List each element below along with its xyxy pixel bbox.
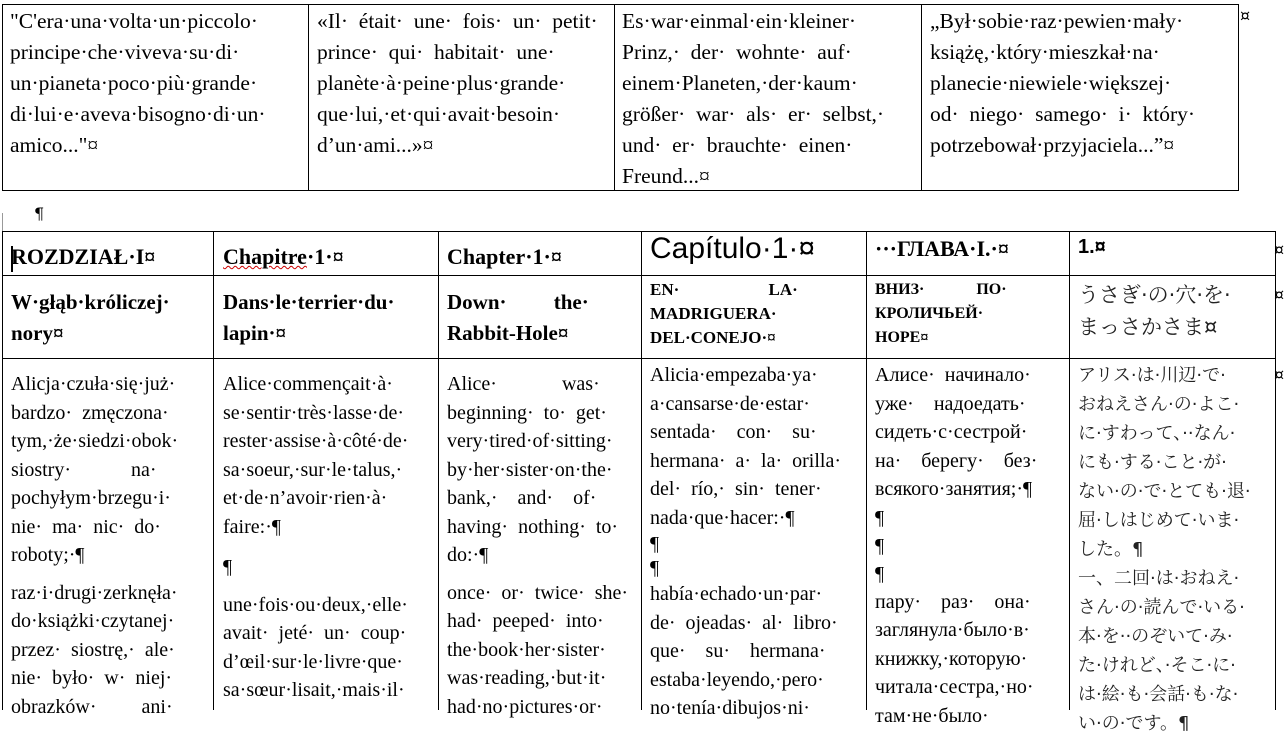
text-line: い·の·です。¶ (1078, 713, 1190, 734)
spacer-line (11, 570, 213, 579)
text-line: заглянула·было·в· (875, 619, 1030, 641)
top-cell-german[interactable] (622, 6, 921, 192)
title-line: nory¤ (11, 321, 64, 345)
top-cell-french[interactable] (317, 6, 615, 161)
title-cell-japanese[interactable] (1078, 278, 1275, 342)
text-line: et·de·n’avoir·rien·à· (223, 487, 388, 509)
text-line: nie· było· w· niej· (11, 667, 173, 689)
row-end-mark: ¤ (1240, 6, 1251, 25)
text-line: un·pianeta·poco·più·grande· (10, 71, 258, 95)
text-line: на· берегу· без· (875, 449, 1038, 472)
title-line: НОРЕ¤ (875, 329, 929, 346)
text-line: größer· war· als· er· selbst,· (622, 102, 885, 126)
chapter-header-english[interactable]: Chapter·1·¤ (447, 244, 562, 269)
title-line: Rabbit-Hole¤ (447, 321, 569, 345)
text-line: einem·Planeten,·der·kaum· (622, 71, 858, 95)
spacer-line (223, 582, 438, 591)
text-line: «Il· était· une· fois· un· petit· (317, 9, 598, 33)
body-cell-polish[interactable] (11, 370, 213, 718)
text-line: od· niego· samego· i· który· (930, 102, 1196, 126)
body-cell-russian[interactable] (875, 361, 1069, 727)
text-line: hermana· a· la· orilla· (650, 449, 842, 472)
chapter-header-french[interactable] (223, 244, 344, 270)
text-line: roboty;·¶ (11, 544, 85, 566)
text-line: que·lui,·et·qui·avait·besoin· (317, 102, 560, 126)
spellcheck-word: Chapitre (223, 244, 307, 269)
text-line: rester·assise·à·côté·de· (223, 430, 409, 452)
text-line: уже· надоедать· (875, 392, 1026, 415)
text-line: sentada· con· su· (650, 421, 817, 443)
chapter-header-polish[interactable]: ROZDZIAŁ·I¤ (11, 244, 156, 269)
text-line: た·けれど、·そこ·に· (1078, 655, 1236, 676)
text-line: ¶ (223, 556, 233, 578)
text-line: nada·que·hacer:·¶ (650, 506, 795, 529)
text-line: Alice·commençait·à· (223, 373, 393, 395)
text-line: ¶ (875, 562, 885, 585)
text-line: "C'era·una·volta·un·piccolo· (10, 9, 258, 33)
text-line: do:·¶ (447, 544, 489, 566)
text-line: ¶ (650, 557, 660, 579)
text-line: avait· jeté· un· coup· (223, 622, 407, 644)
text-line: ¶ (875, 534, 885, 557)
text-line: Alice· was· (447, 373, 600, 395)
row-end-mark: ¤ (1274, 365, 1284, 384)
text-line: Алисе· начинало· (875, 364, 1031, 386)
text-line: estaba·leyendo,·pero· (650, 668, 824, 691)
text-line: beginning· to· get· (447, 401, 607, 424)
text-line: przez· siostrę,· ale· (11, 638, 175, 661)
text-line: пару· раз· она· (875, 590, 1031, 613)
chapter-header-russian[interactable]: ···ГЛАВА·I.·¤ (875, 236, 1009, 261)
title-line: EN· LA· (650, 280, 798, 299)
title-line: うさぎ·の·穴·を· (1078, 283, 1231, 307)
text-line: pochyłym·brzegu·i· (11, 487, 171, 509)
title-line: КРОЛИЧЬЕЙ· (875, 305, 984, 322)
text-line: by·her·sister·on·the· (447, 458, 613, 481)
text-line: une·fois·ou·deux,·elle· (223, 593, 408, 616)
text-line: d’un·ami...»¤ (317, 133, 434, 157)
spacer-line (223, 541, 438, 553)
text-line: сидеть·с·сестрой· (875, 421, 1028, 443)
text-line: nie· ma· nic· do· (11, 515, 161, 538)
text-line: に·すわって、··なん· (1078, 423, 1236, 444)
text-line: 屈·しはじめて·いま· (1078, 510, 1240, 531)
text-line: had· peeped· into· (447, 610, 604, 632)
text-line: prince· qui· habitait· une· (317, 40, 555, 64)
top-cell-polish[interactable] (930, 6, 1238, 161)
text-line: Alicia·empezaba·ya· (650, 364, 818, 386)
title-cell-spanish[interactable] (650, 278, 866, 350)
text-line: アリス·は·川辺·で· (1078, 365, 1226, 386)
title-line: ВНИЗ· ПО· (875, 281, 1007, 298)
text-line: se·sentir·très·lasse·de· (223, 401, 405, 424)
text-line: した。¶ (1078, 539, 1144, 560)
text-line: had·no·pictures·or· (447, 695, 603, 718)
text-line: raz·i·drugi·zerknęła· (11, 581, 178, 604)
text-line: sa·soeur,·sur·le·talus,· (223, 458, 403, 481)
text-line: всякого·занятия;·¶ (875, 478, 1033, 500)
title-line: W·głąb·króliczej· (11, 290, 170, 314)
text-line: having· nothing· to· (447, 515, 619, 538)
row-end-mark: ¤ (1274, 285, 1284, 304)
text-line: a·cansarse·de·estar· (650, 392, 810, 415)
text-line: amico..."¤ (10, 133, 99, 157)
text-line: und· er· brauchte· einen· (622, 133, 853, 157)
text-line: di·lui·e·aveva·bisogno·di·un· (10, 102, 266, 126)
text-line: читала·сестра,·но· (875, 676, 1034, 698)
title-cell-french[interactable] (223, 287, 438, 349)
chapter-header-japanese[interactable]: 1.¤ (1078, 236, 1106, 258)
chapter-header-spanish[interactable]: Capítulo·1·¤ (650, 232, 816, 265)
text-line: „Był·sobie·raz·pewien·mały· (930, 9, 1184, 33)
body-cell-english[interactable] (447, 370, 641, 718)
title-cell-russian[interactable] (875, 278, 1069, 350)
text-line: там·не·было· (875, 704, 989, 727)
text-line: planecie·niewiele·większej· (930, 71, 1172, 95)
row-end-mark: ¤ (1274, 240, 1284, 259)
text-line: del· río,· sin· tener· (650, 478, 822, 500)
text-line: de· ojeadas· al· libro· (650, 611, 838, 634)
text-line: obrazków· ani· (11, 695, 173, 718)
text-line: tym,·że·siedzi·obok· (11, 430, 179, 452)
text-line: once· or· twice· she· (447, 581, 629, 604)
text-line: bardzo· zmęczona· (11, 401, 169, 424)
text-line: さん·の·読んで·いる· (1078, 597, 1245, 618)
title-line: まっさかさま¤ (1078, 315, 1218, 339)
title-line: Dans·le·terrier·du· (223, 290, 395, 314)
text-line: Prinz,· der· wohnte· auf· (622, 40, 852, 64)
text-line: おねえさん·の·よこ· (1078, 394, 1240, 415)
text-line: Freund...¤ (622, 164, 710, 188)
title-line: Down· the· (447, 290, 589, 314)
text-line: bank,· and· of· (447, 487, 597, 509)
text-line: planète·à·peine·plus·grande· (317, 71, 566, 95)
text-line: potrzebował·przyjaciela...”¤ (930, 133, 1175, 157)
text-line: que· su· hermana· (650, 640, 826, 662)
body-cell-french[interactable] (223, 370, 438, 710)
text-line: do·książki·czytanej· (11, 610, 175, 632)
top-cell-italian[interactable] (10, 6, 310, 161)
text-line: ¶ (650, 533, 660, 555)
text-line: ¶ (875, 506, 885, 529)
text-line: d’œil·sur·le·livre·que· (223, 650, 403, 673)
title-line: DEL·CONEJO·¤ (650, 328, 776, 347)
body-cell-spanish[interactable] (650, 361, 866, 719)
title-line: MADRIGUERA· (650, 304, 777, 323)
text-line: no·tenía·dibujos·ni· (650, 697, 810, 719)
text-line: sa·sœur·lisait,·mais·il· (223, 679, 405, 701)
title-line: lapin·¤ (223, 321, 287, 345)
text-line: 一、二回·は·おねえ· (1078, 568, 1240, 589)
text-line: siostry· na· (11, 458, 157, 481)
text-line: Alicja·czuła·się·już· (11, 373, 176, 395)
spacer-line (447, 570, 641, 579)
body-cell-japanese[interactable] (1078, 361, 1275, 734)
text-line: książę,·który·mieszkał·na· (930, 40, 1160, 64)
text-line: very·tired·of·sitting· (447, 430, 613, 452)
text-line: 本·を··のぞいて·み· (1078, 626, 1233, 647)
text-line: había·echado·un·par· (650, 583, 823, 605)
text-line: the·book·her·sister· (447, 638, 606, 661)
title-cell-polish[interactable] (11, 287, 213, 349)
text-line: ない·の·で·とても·退· (1078, 481, 1251, 502)
text-line: principe·che·viveva·su·di· (10, 40, 240, 64)
text-line: was·reading,·but·it· (447, 667, 607, 689)
text-line: にも·する·こと·が· (1078, 452, 1227, 473)
text-line: は·絵·も·会話·も·な· (1078, 684, 1239, 705)
title-cell-english[interactable] (447, 287, 641, 349)
text-line: Es·war·einmal·ein·kleiner· (622, 9, 856, 33)
paragraph-mark: ¶ (34, 204, 45, 223)
chapter-number: ·1·¤ (306, 244, 344, 269)
text-line: книжку,·которую· (875, 647, 1028, 670)
text-line: faire:·¶ (223, 515, 281, 538)
